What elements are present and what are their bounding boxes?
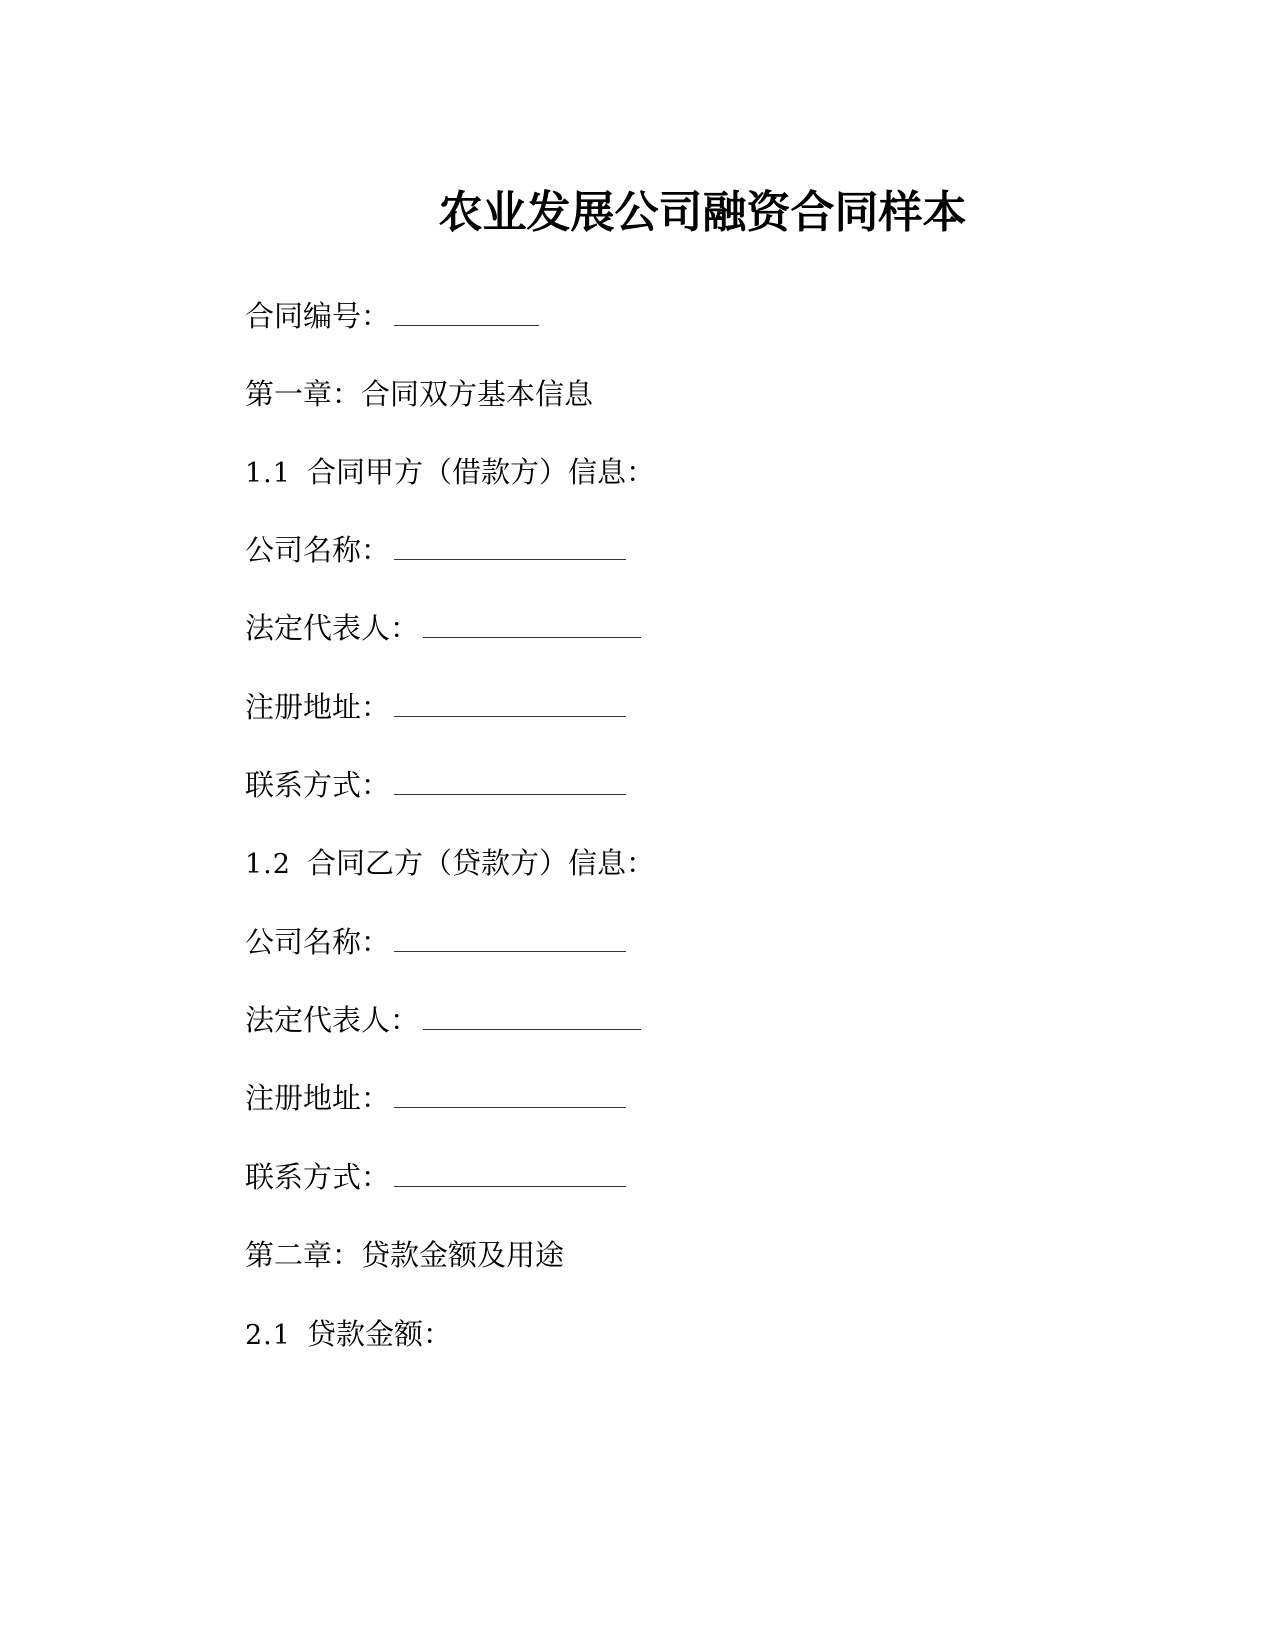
party-a-legal-rep-label: 法定代表人： xyxy=(245,611,420,645)
party-a-legal-rep-blank xyxy=(423,615,641,638)
chapter1-heading xyxy=(245,374,593,414)
party-b-company-name-label: 公司名称： xyxy=(245,925,391,959)
party-a-address-label: 注册地址： xyxy=(245,690,391,724)
party-b-legal-rep-line xyxy=(245,1000,641,1040)
party-b-address-label: 注册地址： xyxy=(245,1081,391,1115)
party-b-contact-blank xyxy=(394,1164,626,1187)
party-b-contact-label: 联系方式： xyxy=(245,1160,391,1194)
party-a-contact-blank xyxy=(394,772,626,795)
section-1-1-number: 1.1 xyxy=(245,458,291,489)
party-b-legal-rep-label: 法定代表人： xyxy=(245,1003,420,1037)
party-b-contact-line xyxy=(245,1157,626,1197)
section-1-1-label: 合同甲方（借款方）信息： xyxy=(306,455,655,489)
chapter1-heading-text: 第一章：合同双方基本信息 xyxy=(245,377,594,411)
section-1-2-label: 合同乙方（贷款方）信息： xyxy=(306,846,655,880)
section-1-1-heading xyxy=(245,452,655,494)
party-a-address-blank xyxy=(394,694,626,717)
party-b-address-line xyxy=(245,1078,626,1118)
party-b-company-name-blank xyxy=(394,929,626,952)
party-a-address-line xyxy=(245,687,626,727)
section-2-1-label: 贷款金额： xyxy=(306,1317,452,1351)
section-2-1-number: 2.1 xyxy=(245,1320,291,1351)
party-a-contact-label: 联系方式： xyxy=(245,768,391,802)
party-a-company-name-blank xyxy=(394,537,626,560)
section-2-1-heading xyxy=(245,1314,452,1356)
contract-number-line xyxy=(245,296,539,336)
contract-number-blank xyxy=(394,303,539,326)
party-b-legal-rep-blank xyxy=(423,1007,641,1030)
party-a-legal-rep-line xyxy=(245,608,641,648)
party-b-address-blank xyxy=(394,1085,626,1108)
party-a-company-name-label: 公司名称： xyxy=(245,533,391,567)
chapter2-heading-text: 第二章：贷款金额及用途 xyxy=(245,1238,565,1272)
contract-number-label: 合同编号： xyxy=(245,299,391,333)
document-title: 农业发展公司融资合同样本 xyxy=(438,187,967,238)
chapter2-heading xyxy=(245,1235,564,1275)
section-1-2-number: 1.2 xyxy=(245,849,291,880)
party-a-company-name-line xyxy=(245,530,626,570)
party-b-company-name-line xyxy=(245,922,626,962)
section-1-2-heading xyxy=(245,843,655,885)
party-a-contact-line xyxy=(245,765,626,805)
